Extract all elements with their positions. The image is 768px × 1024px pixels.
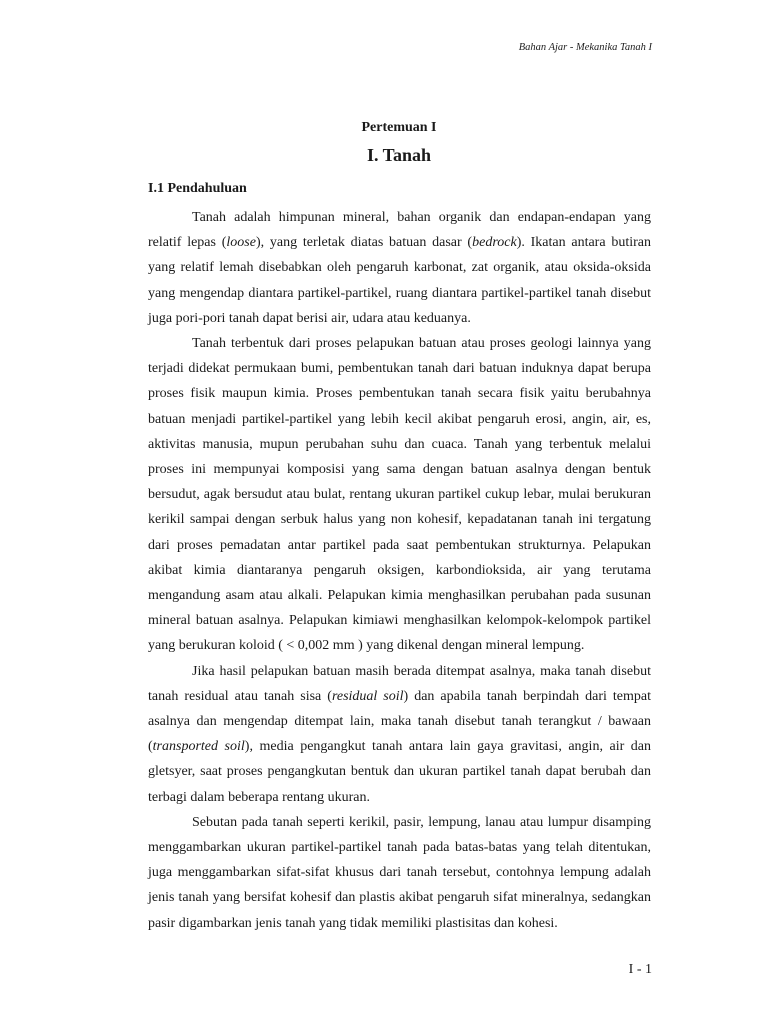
paragraph-1-text-a: Tanah adalah himpunan mineral, bahan organik dan endapan-endapan yang relatif lepas (	[148, 210, 651, 251]
term-loose: loose	[226, 235, 256, 251]
term-transported-soil: transported soil	[152, 739, 245, 755]
paragraph-1-text-c: ), yang terletak diatas batuan dasar (	[255, 235, 473, 251]
body-text	[148, 205, 651, 936]
page-number: I - 1	[628, 962, 652, 977]
paragraph-3-text-e: ), media pengangkut tanah antara lain gaya gravitasi, angin, air dan gletsyer, saat proses pengangkutan bentuk dan ukuran partikel tanah dapat berubah dan terbagi dalam beberapa rentang ukuran.	[148, 739, 651, 805]
term-residual-soil: residual soil	[331, 688, 404, 704]
paragraph-3-text-a: Jika hasil pelapukan batuan masih berada ditempat asalnya, maka tanah disebut tanah residual atau tanah sisa (	[148, 663, 651, 704]
term-bedrock: bedrock	[472, 235, 517, 251]
paragraph-1-text-e: ). Ikatan antara butiran yang relatif lemah disebabkan oleh pengaruh karbonat, zat organik, atau oksida-oksida yang mengendap diantara partikel-partikel, ruang diantara partikel-partikel tanah disebut juga pori-pori tanah dapat berisi air, udara atau keduanya.	[148, 235, 651, 326]
meeting-title: Pertemuan I	[361, 120, 437, 135]
paragraph-2: Tanah terbentuk dari proses pelapukan batuan atau proses geologi lainnya yang terjadi didekat permukaan bumi, pembentukan tanah dari batuan induknya dapat berupa proses fisik maupun kimia. Proses pembentukan tanah secara fisik yaitu berubahnya batuan menjadi partikel-partikel yang lebih kecil akibat pengaruh erosi, angin, air, es, aktivitas manusia, mupun perubahan suhu dan cuaca. Tanah yang terbentuk melalui proses ini mempunyai komposisi yang sama dengan batuan asalnya dengan bentuk bersudut, agak bersudut atau bulat, rentang ukuran partikel cukup lebar, mulai berukuran kerikil sampai dengan serbuk halus yang non kohesif, kepadatanan tanah ini tergatung dari proses pemadatan antar partikel pada saat pembentukan strukturnya. Pelapukan akibat kimia diantaranya pengaruh oksigen, karbondioksida, air yang terutama mengandung asam atau alkali. Pelapukan kimia menghasilkan perubahan pada susunan mineral batuan asalnya. Pelapukan kimiawi menghasilkan kelompok-kelompok partikel yang berukuran koloid ( < 0,002 mm ) yang dikenal dengan mineral lempung.	[148, 336, 651, 654]
paragraph-4: Sebutan pada tanah seperti kerikil, pasir, lempung, lanau atau lumpur disamping menggambarkan ukuran partikel-partikel tanah pada batas-batas yang telah ditentukan, juga menggambarkan sifat-sifat khusus dari tanah tersebut, contohnya lempung adalah jenis tanah yang bersifat kohesif dan plastis akibat pengaruh sifat mineralnya, sedangkan pasir digambarkan jenis tanah yang tidak memiliki plastisitas dan kohesi.	[148, 814, 651, 931]
chapter-title: I. Tanah	[366, 145, 432, 165]
section-heading: I.1 Pendahuluan	[148, 181, 247, 196]
paragraph-3	[148, 659, 651, 810]
paragraph-1	[148, 205, 651, 331]
running-header: Bahan Ajar - Mekanika Tanah I	[518, 42, 652, 53]
paragraph-3-text-c: ) dan apabila tanah berpindah dari tempat asalnya dan mengendap ditempat lain, maka tanah disebut tanah terangkut / bawaan (	[148, 688, 651, 755]
